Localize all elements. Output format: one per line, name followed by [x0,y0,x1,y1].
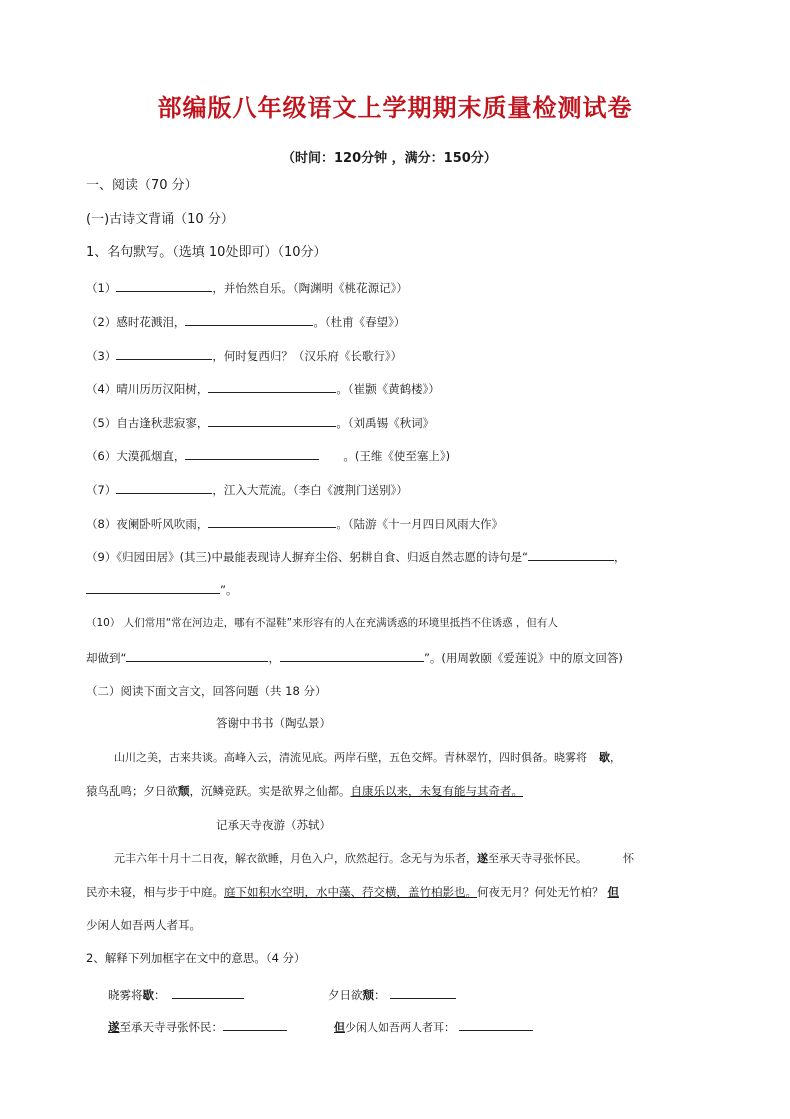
answer-blank[interactable] [208,379,336,393]
fill-item: （2）感时花溅泪， 。（杜甫《春望》） [86,312,405,331]
answer-blank[interactable] [86,580,220,594]
answer-blank[interactable] [126,648,268,662]
answer-blank[interactable] [528,547,614,561]
passage-line: 猿鸟乱鸣；夕日欲颓，沉鳞竞跃。实是欲界之仙都。自康乐以来，未复有能与其奇者。 [86,784,523,798]
fill-item: （3） ，何时复西归？（汉乐府《长歌行》） [86,346,402,365]
subsection-heading: （二）阅读下面文言文，回答问题（共 18 分） [86,684,327,698]
fill-item: （1） ，并怡然自乐。（陶渊明《桃花源记》） [86,278,408,297]
fill-item: （8）夜阑卧听风吹雨， 。（陆游《十一月四日风雨大作》 [86,514,503,533]
answer-blank[interactable] [223,1017,287,1031]
answer-blank[interactable] [172,985,244,999]
exam-info: （时间：120分钟 ，满分：150分） [282,151,497,166]
fill-item: （7） ，江入大荒流。（李白《渡荆门送别》） [86,480,408,499]
answer-blank[interactable] [185,446,319,460]
passage-title: 记承天寺夜游（苏轼） [216,818,331,832]
passage-line: 少闲人如吾两人者耳。 [86,918,201,932]
fill-item-9: （9）《归园田居》(其三)中最能表现诗人摒弃尘俗、躬耕自食、归返自然志愿的诗句是“ ， [86,547,626,566]
page-title: 部编版八年级语文上学期期末质量检测试卷 [157,93,633,122]
passage-title: 答谢中书书（陶弘景） [216,716,331,730]
vocab-item: 遂至承天寺寻张怀民： [108,1017,287,1036]
fill-item-9-cont: ”。 [86,580,237,599]
passage-line: 民亦未寝，相与步于中庭。庭下如积水空明，水中藻、荇交横，盖竹柏影也。何夜无月？何处无竹柏？ 但 [86,885,619,899]
fill-item: （5）自古逢秋悲寂寥， 。（刘禹锡《秋词》 [86,413,434,432]
section-heading: 一、阅读（70 分） [86,178,198,193]
fill-item-10-cont: 却做到“ ， ”。(用周敦颐《爱莲说》中的原文回答) [86,648,623,667]
passage-line: 山川之美，古来共谈。高峰入云，清流见底。两岸石壁，五色交辉。青林翠竹，四时俱备。晓雾将 歇， [114,751,621,764]
answer-blank[interactable] [185,312,313,326]
question-heading: 2、解释下列加框字在文中的意思。（4 分） [86,951,306,965]
answer-blank[interactable] [116,480,212,494]
question-heading: 1、名句默写。（选填 10处即可）（10分） [86,245,327,260]
answer-blank[interactable] [390,985,456,999]
answer-blank[interactable] [280,648,424,662]
vocab-item: 但少闲人如吾两人者耳： [334,1017,533,1037]
vocab-item: 夕日欲颓： [328,985,456,1004]
answer-blank[interactable] [459,1017,533,1031]
fill-item-10: （10） 人们常用“常在河边走，哪有不湿鞋”来形容有的人在充满诱惑的环境里抵挡不住诱惑 ，但有人 [86,617,558,629]
vocab-item: 晓雾将歇： [108,985,244,1004]
answer-blank[interactable] [116,346,212,360]
answer-blank[interactable] [116,278,212,292]
answer-blank[interactable] [208,413,336,427]
answer-blank[interactable] [208,514,336,528]
subsection-heading: (一)古诗文背诵（10 分） [86,212,234,227]
fill-item: （4）晴川历历汉阳树， 。（崔颢《黄鹤楼》） [86,379,440,398]
passage-line: 元丰六年十月十二日夜，解衣欲睡，月色入户，欣然起行。念无与为乐者，遂至承天寺寻张怀民。 怀 [114,852,634,865]
fill-item: （6）大漠孤烟直， 。(王维《使至塞上》) [86,446,450,465]
